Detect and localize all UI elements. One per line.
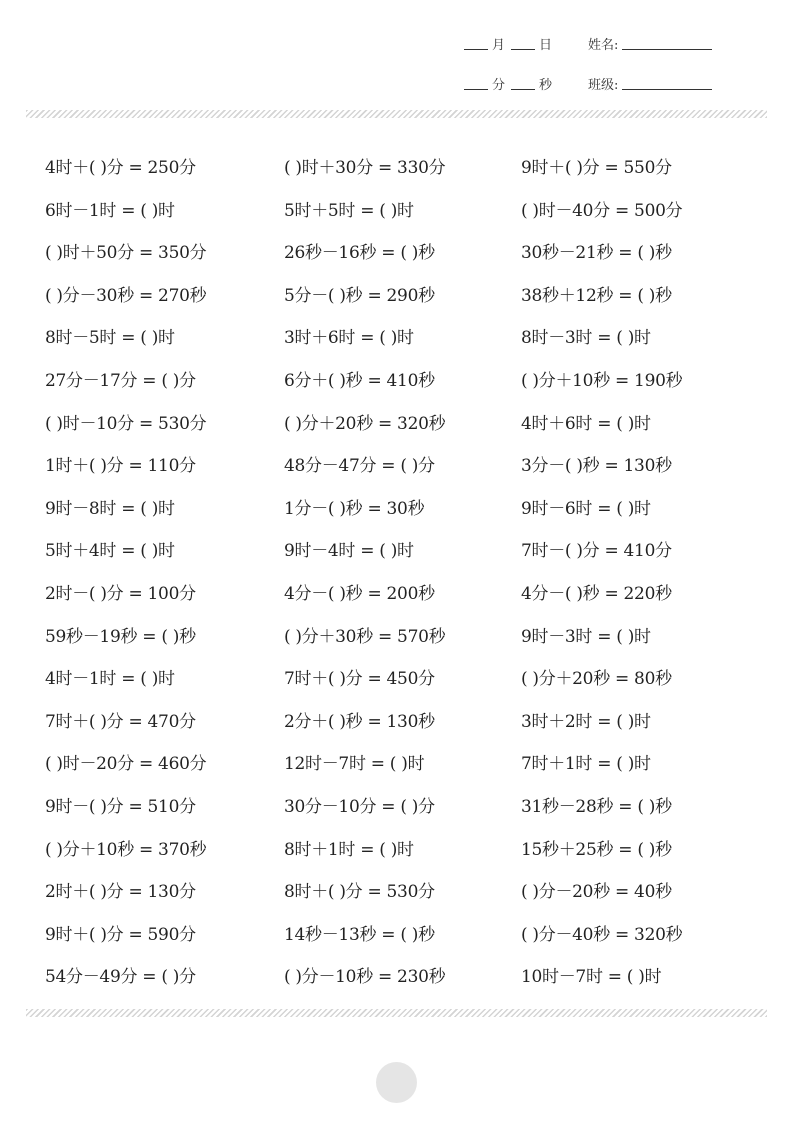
problem-row (45, 484, 765, 527)
problem-row (45, 313, 765, 356)
problem-item: 59秒－19秒 = ( )秒 (45, 626, 196, 647)
problem-row (45, 569, 765, 612)
problem-row (45, 612, 765, 655)
problem-row (45, 228, 765, 271)
problem-item: 2时＋( )分 = 130分 (45, 882, 196, 903)
time-row (464, 74, 558, 93)
problem-item: 4时－1时 = ( )时 (45, 669, 175, 690)
problem-row (45, 867, 765, 910)
problem-item: ( )分＋20秒 = 320秒 (284, 413, 446, 434)
month-label: 月 (492, 38, 506, 53)
problem-item: 9时－6时 = ( )时 (521, 498, 651, 519)
problem-item: 3分－( )秒 = 130秒 (521, 456, 672, 477)
problem-item: 1分－( )秒 = 30秒 (284, 498, 425, 519)
problem-row (45, 356, 765, 399)
problem-item: 26秒－16秒 = ( )秒 (284, 243, 435, 264)
problem-item: 8时－5时 = ( )时 (45, 328, 175, 349)
name-field[interactable] (622, 37, 712, 50)
problem-row (45, 526, 765, 569)
problem-item: 1时＋( )分 = 110分 (45, 456, 196, 477)
problem-row (45, 143, 765, 186)
problem-item: ( )分－10秒 = 230秒 (284, 967, 446, 988)
problem-grid (45, 143, 765, 995)
problem-item: 15秒＋25秒 = ( )秒 (521, 839, 672, 860)
problem-item: ( )分－40秒 = 320秒 (521, 924, 683, 945)
page-number-circle (376, 1062, 417, 1103)
name-row (588, 34, 712, 53)
class-field[interactable] (622, 77, 712, 90)
problem-item: 5分－( )秒 = 290秒 (284, 285, 435, 306)
problem-row (45, 739, 765, 782)
problem-row (45, 825, 765, 868)
problem-item: 31秒－28秒 = ( )秒 (521, 796, 672, 817)
problem-row (45, 782, 765, 825)
problem-item: 7时－( )分 = 410分 (521, 541, 672, 562)
problem-item: 12时－7时 = ( )时 (284, 754, 425, 775)
problem-item: ( )时－10分 = 530分 (45, 413, 207, 434)
problem-item: 2时－( )分 = 100分 (45, 583, 196, 604)
problem-row (45, 654, 765, 697)
problem-item: ( )时－40分 = 500分 (521, 200, 683, 221)
problem-item: 14秒－13秒 = ( )秒 (284, 924, 435, 945)
problem-item: 9时＋( )分 = 550分 (521, 158, 672, 178)
problem-item: 54分－49分 = ( )分 (45, 967, 196, 988)
problem-item: ( )分＋10秒 = 370秒 (45, 839, 207, 860)
problem-item: 9时－( )分 = 510分 (45, 796, 196, 817)
day-label: 日 (539, 38, 553, 53)
problem-row (45, 910, 765, 953)
problem-item: 5时＋5时 = ( )时 (284, 200, 414, 221)
problem-item: 48分－47分 = ( )分 (284, 456, 435, 477)
problem-row (45, 399, 765, 442)
problem-item: 9时－3时 = ( )时 (521, 626, 651, 647)
problem-item: 6时－1时 = ( )时 (45, 200, 175, 221)
minute-blank[interactable] (464, 77, 488, 90)
problem-item: 8时＋1时 = ( )时 (284, 839, 414, 860)
problem-item: 9时－4时 = ( )时 (284, 541, 414, 562)
minute-label: 分 (492, 78, 506, 93)
problem-item: 2分＋( )秒 = 130秒 (284, 711, 435, 732)
month-blank[interactable] (464, 37, 488, 50)
second-blank[interactable] (511, 77, 535, 90)
problem-item: ( )分－20秒 = 40秒 (521, 882, 672, 903)
problem-item: ( )时－20分 = 460分 (45, 754, 207, 775)
problem-item: 7时＋( )分 = 470分 (45, 711, 196, 732)
problem-item: 9时＋( )分 = 590分 (45, 924, 196, 945)
problem-item: 4时＋( )分 = 250分 (45, 158, 196, 178)
problem-item: 4时＋6时 = ( )时 (521, 413, 651, 434)
problem-item: ( )时＋30分 = 330分 (284, 158, 446, 178)
problem-item: 7时＋( )分 = 450分 (284, 669, 435, 690)
class-label: 班级: (588, 78, 619, 93)
problem-item: 8时－3时 = ( )时 (521, 328, 651, 349)
problem-item: 9时－8时 = ( )时 (45, 498, 175, 519)
problem-item: 3时＋6时 = ( )时 (284, 328, 414, 349)
problem-item: 4分－( )秒 = 220秒 (521, 583, 672, 604)
problem-row (45, 697, 765, 740)
problem-item: 38秒＋12秒 = ( )秒 (521, 285, 672, 306)
problem-item: 10时－7时 = ( )时 (521, 967, 662, 988)
problem-item: ( )分－30秒 = 270秒 (45, 285, 207, 306)
day-blank[interactable] (511, 37, 535, 50)
problem-item: 3时＋2时 = ( )时 (521, 711, 651, 732)
worksheet-header (0, 0, 793, 110)
problem-row (45, 271, 765, 314)
problem-item: 6分＋( )秒 = 410秒 (284, 370, 435, 391)
problem-item: ( )分＋10秒 = 190秒 (521, 370, 683, 391)
problem-row (45, 441, 765, 484)
second-label: 秒 (539, 78, 553, 93)
problem-item: ( )分＋30秒 = 570秒 (284, 626, 446, 647)
problem-item: 5时＋4时 = ( )时 (45, 541, 175, 562)
problem-item: 4分－( )秒 = 200秒 (284, 583, 435, 604)
problem-item: ( )时＋50分 = 350分 (45, 243, 207, 264)
date-row (464, 34, 558, 53)
problem-row (45, 186, 765, 229)
problem-item: 27分－17分 = ( )分 (45, 370, 196, 391)
problem-item: 30分－10分 = ( )分 (284, 796, 435, 817)
problem-item: 30秒－21秒 = ( )秒 (521, 243, 672, 264)
problem-item: 7时＋1时 = ( )时 (521, 754, 651, 775)
name-label: 姓名: (588, 38, 619, 53)
problem-item: 8时＋( )分 = 530分 (284, 882, 435, 903)
top-divider (26, 110, 767, 118)
bottom-divider (26, 1009, 767, 1017)
problem-item: ( )分＋20秒 = 80秒 (521, 669, 672, 690)
problem-row (45, 952, 765, 995)
class-row (588, 74, 712, 93)
